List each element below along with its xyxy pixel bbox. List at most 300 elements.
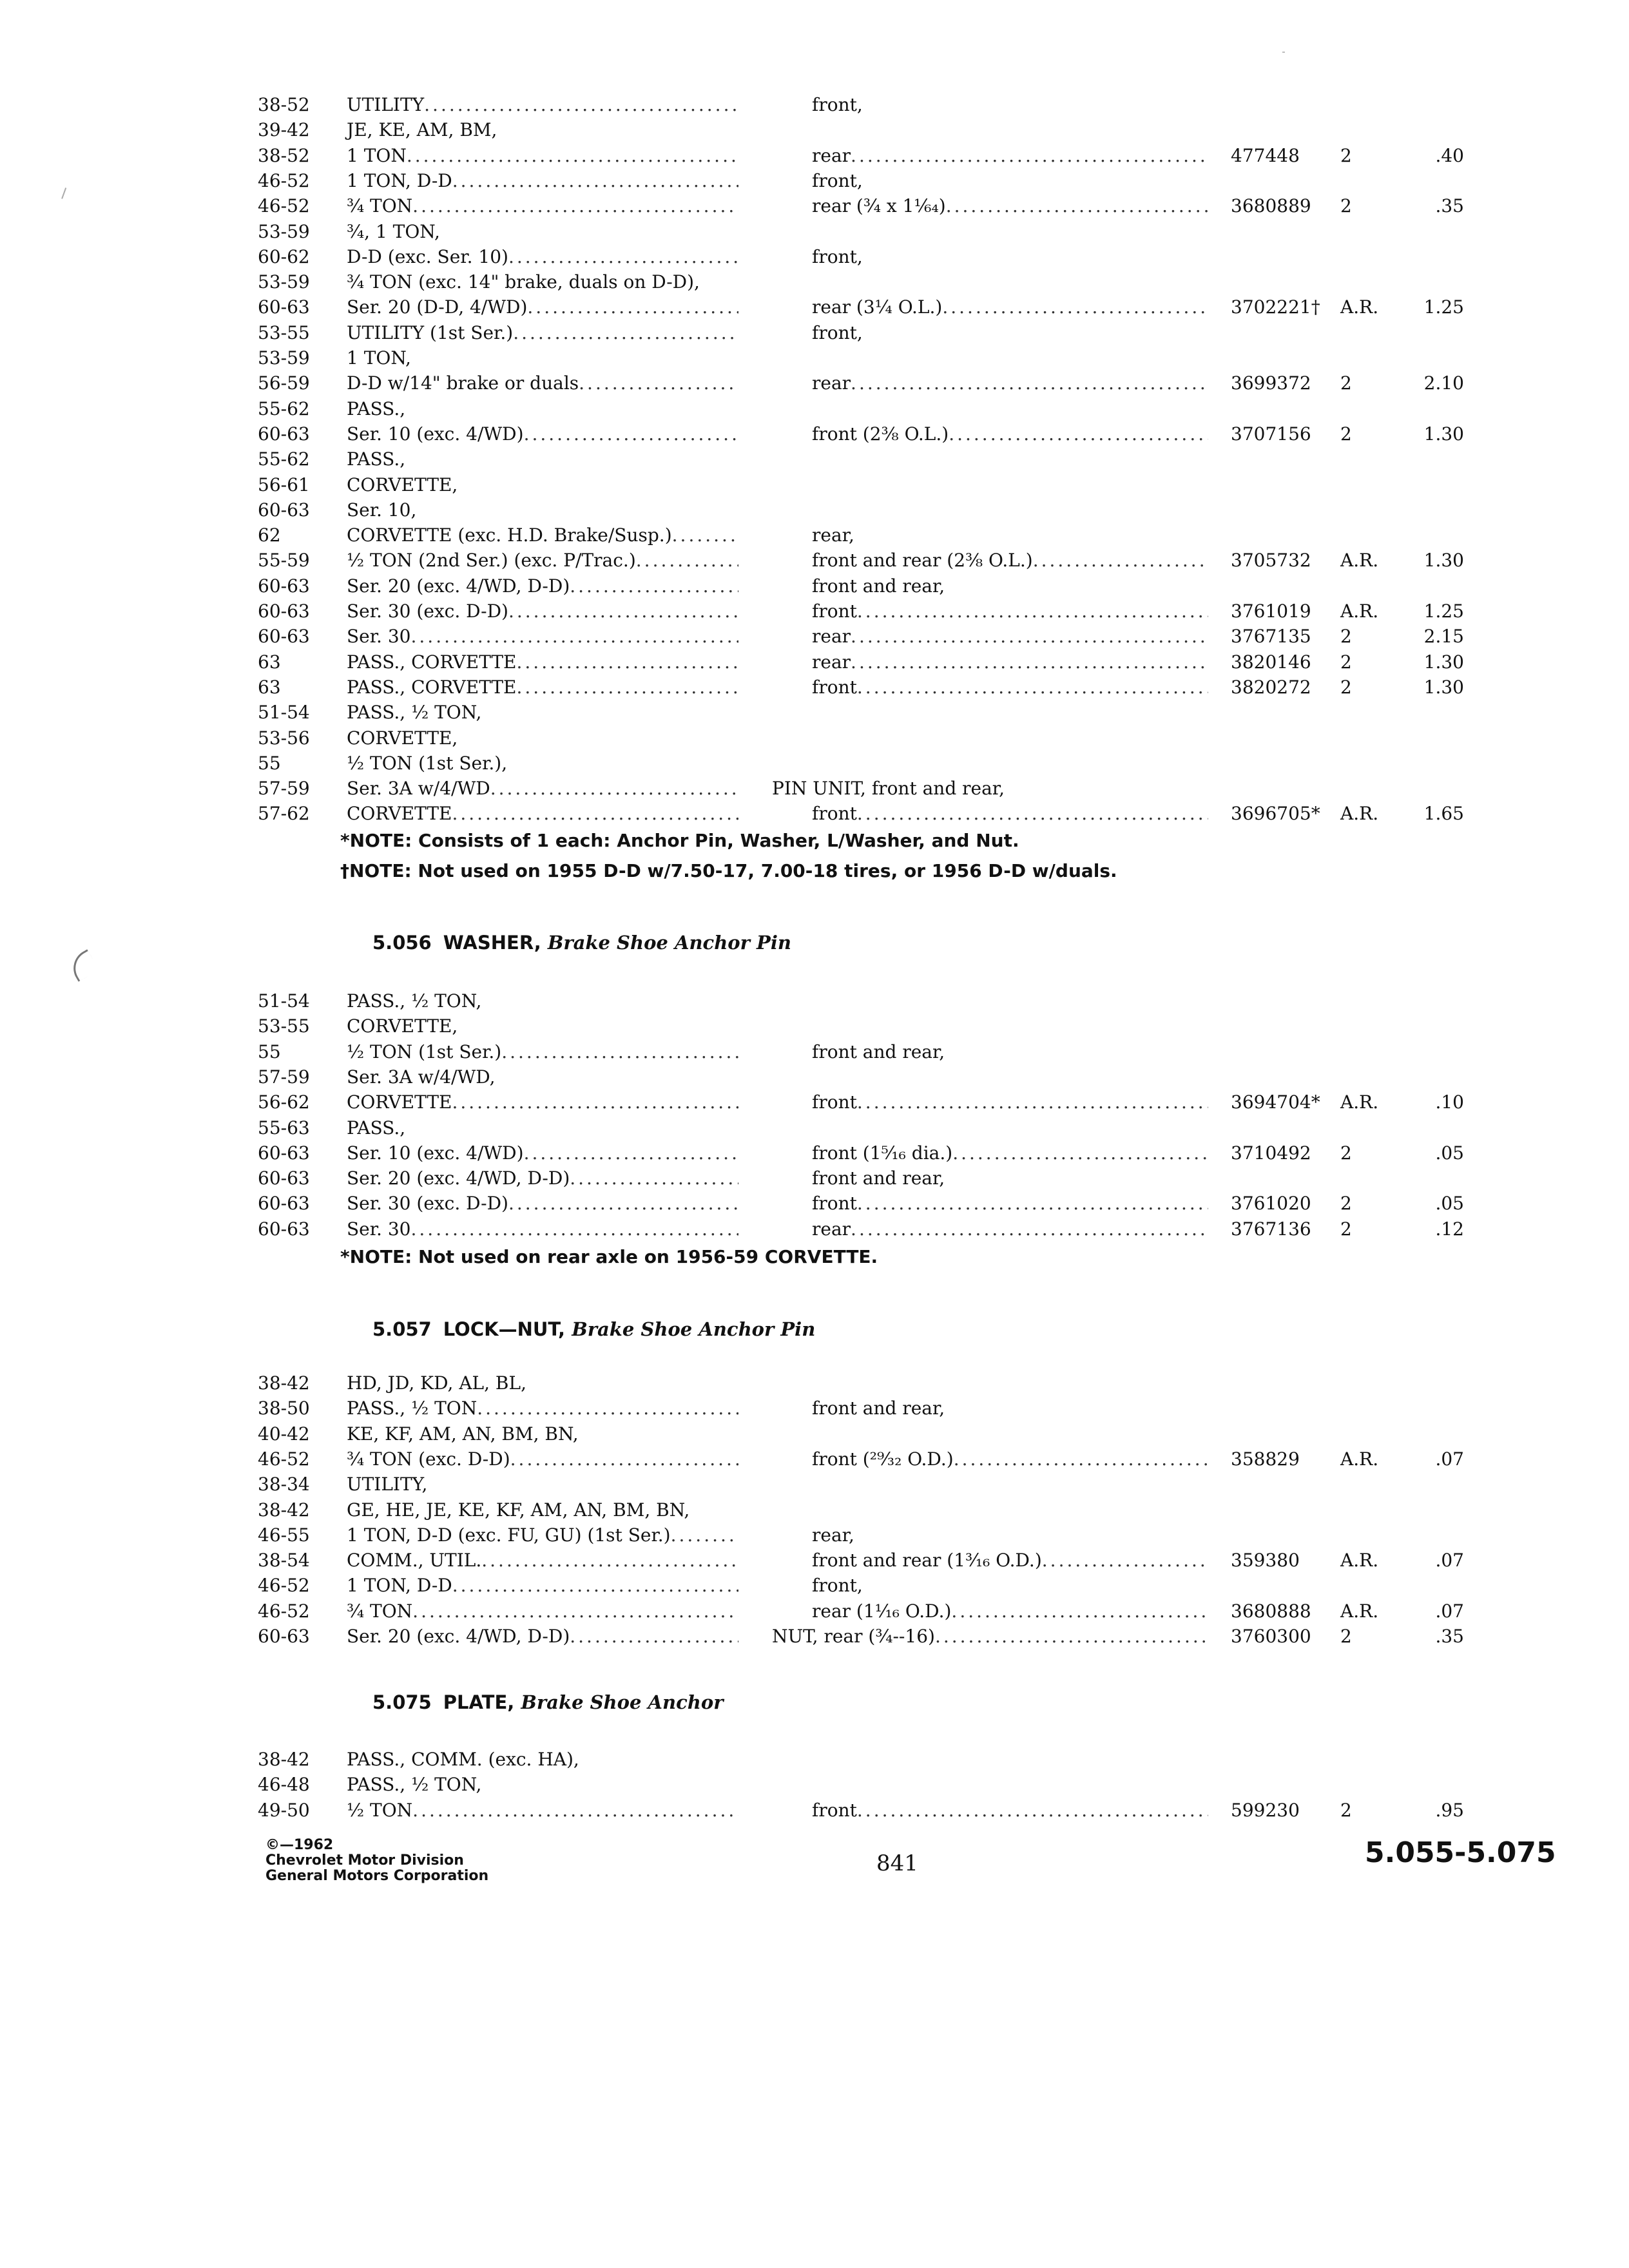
part-number: 3702221† (1231, 296, 1320, 318)
description (812, 624, 1208, 649)
application: PASS., ½ TON, (347, 1774, 482, 1795)
dot-leader (857, 1090, 1208, 1115)
application (347, 92, 738, 117)
dot-leader (857, 1191, 1208, 1216)
price: 1.25 (1423, 601, 1464, 622)
description-leader (812, 1140, 1208, 1166)
model-years: 60-63 (258, 575, 310, 597)
footer-copyright: ©—1962 (265, 1837, 334, 1853)
table-row (0, 1446, 1629, 1472)
description: front, (812, 246, 863, 267)
model-years: 46-52 (258, 1448, 310, 1470)
dot-leader (636, 548, 738, 573)
application (347, 573, 738, 599)
application: KE, KF, AM, AN, BM, BN, (347, 1423, 579, 1445)
description (812, 1090, 1208, 1115)
table-row (0, 1472, 1629, 1497)
price: .12 (1435, 1218, 1464, 1240)
application (347, 1140, 738, 1166)
model-years: 46-52 (258, 1600, 310, 1622)
description-leader (812, 1446, 1208, 1472)
table-row (0, 320, 1629, 345)
dot-leader (570, 573, 738, 599)
description-leader (772, 1624, 1208, 1649)
application-text: ½ TON (1st Ser.) (347, 1041, 502, 1062)
application (347, 1166, 738, 1191)
table-row (0, 548, 1629, 573)
model-years: 53-59 (258, 347, 310, 369)
application-leader (347, 1216, 738, 1242)
description-text: rear (812, 372, 851, 394)
dot-leader (411, 624, 739, 649)
description (812, 421, 1208, 447)
table-row (0, 497, 1629, 523)
section-name: WASHER, (443, 932, 541, 954)
quantity: A.R. (1340, 803, 1379, 824)
section-name: PLATE, (443, 1691, 515, 1713)
quantity: A.R. (1340, 296, 1379, 318)
price: .05 (1435, 1193, 1464, 1214)
quantity: 2 (1340, 677, 1352, 698)
description-text: front and rear (2⅜ O.L.) (812, 550, 1033, 571)
application (347, 1798, 738, 1823)
description-leader (812, 1599, 1208, 1624)
application-text: Ser. 20 (exc. 4/WD, D-D) (347, 1626, 570, 1647)
description: front, (812, 1575, 863, 1596)
footer-publisher (265, 1838, 488, 1884)
description-text: front and rear (1³⁄₁₆ O.D.) (812, 1550, 1042, 1571)
price: 2.15 (1423, 626, 1464, 647)
quantity: 2 (1340, 1142, 1352, 1164)
application-leader (347, 294, 738, 320)
dot-leader (935, 1624, 1208, 1649)
description (812, 1599, 1208, 1624)
table-row (0, 472, 1629, 497)
description-text: rear (812, 145, 851, 166)
description-leader (812, 1090, 1208, 1115)
model-years: 46-52 (258, 1575, 310, 1596)
application-leader (347, 1191, 738, 1216)
application-text: COMM., UTIL. (347, 1550, 482, 1571)
dot-leader (452, 168, 738, 193)
description (812, 1191, 1208, 1216)
description (812, 675, 1208, 700)
dot-leader (949, 421, 1208, 447)
description: rear, (812, 1524, 854, 1546)
dot-leader (508, 244, 738, 269)
quantity: A.R. (1340, 1600, 1379, 1622)
dot-leader (954, 1446, 1208, 1472)
table-row (0, 421, 1629, 447)
part-number: 358829 (1231, 1448, 1300, 1470)
application (347, 1523, 738, 1548)
description-text: front (812, 1193, 857, 1214)
table-row (0, 700, 1629, 725)
part-number: 3696705* (1231, 803, 1320, 824)
application-text: Ser. 20 (D-D, 4/WD) (347, 296, 528, 318)
table-row (0, 294, 1629, 320)
table-row (0, 1166, 1629, 1191)
description: front and rear, (812, 1398, 945, 1419)
quantity: 2 (1340, 423, 1352, 445)
application (347, 675, 738, 700)
price: .07 (1435, 1550, 1464, 1571)
dot-leader (513, 320, 738, 345)
model-years: 57-59 (258, 778, 310, 799)
description-text: front (²⁹⁄₃₂ O.D.) (812, 1448, 954, 1470)
part-number: 359380 (1231, 1550, 1300, 1571)
section-subtitle: Brake Shoe Anchor Pin (547, 932, 791, 954)
model-years: 51-54 (258, 702, 310, 723)
dot-leader (510, 1446, 738, 1472)
table-row (0, 1090, 1629, 1115)
table-row (0, 599, 1629, 624)
application-leader (347, 244, 738, 269)
model-years: 55-62 (258, 448, 310, 470)
table-row (0, 1039, 1629, 1064)
model-years: 55-62 (258, 398, 310, 419)
model-years: 49-50 (258, 1800, 310, 1821)
table-row (0, 1370, 1629, 1396)
application (347, 421, 738, 447)
application (347, 1396, 738, 1421)
table-row (0, 269, 1629, 294)
table-row (0, 143, 1629, 168)
dot-leader (452, 1573, 738, 1598)
table-row (0, 345, 1629, 370)
model-years: 46-55 (258, 1524, 310, 1546)
application (347, 1624, 738, 1649)
application: PASS., (347, 448, 406, 470)
dot-leader (527, 294, 738, 320)
section-name: LOCK—NUT, (443, 1318, 566, 1340)
application: CORVETTE, (347, 727, 458, 749)
application: PASS., (347, 398, 406, 419)
table-row (0, 396, 1629, 421)
model-years: 53-55 (258, 1015, 310, 1037)
part-number: 3761020 (1231, 1193, 1311, 1214)
table-row (0, 1115, 1629, 1140)
table-row (0, 370, 1629, 396)
model-years: 55-63 (258, 1117, 310, 1139)
model-years: 60-63 (258, 1193, 310, 1214)
model-years: 38-42 (258, 1499, 310, 1521)
dot-leader (517, 649, 739, 675)
dot-leader (570, 1624, 738, 1649)
application-leader (347, 776, 738, 801)
dot-leader (412, 193, 738, 218)
application (347, 649, 738, 675)
description-text: front (812, 601, 857, 622)
dot-leader (501, 1039, 738, 1064)
application-text: Ser. 10 (exc. 4/WD) (347, 423, 524, 445)
quantity: 2 (1340, 195, 1352, 216)
application (347, 776, 738, 801)
application (347, 801, 738, 826)
model-years: 53-55 (258, 322, 310, 343)
price: 1.30 (1423, 550, 1464, 571)
application: Ser. 3A w/4/WD, (347, 1066, 496, 1088)
scan-mark (1282, 52, 1285, 53)
dot-leader (452, 1090, 738, 1115)
table-row (0, 776, 1629, 801)
application: CORVETTE, (347, 474, 458, 495)
dot-leader (672, 523, 738, 548)
dot-leader (851, 649, 1208, 675)
application (347, 523, 738, 548)
application (347, 1216, 738, 1242)
application (347, 294, 738, 320)
application-text: D-D w/14" brake or duals (347, 372, 579, 394)
application-leader (347, 1140, 738, 1166)
quantity: 2 (1340, 626, 1352, 647)
price: .10 (1435, 1091, 1464, 1113)
application-text: ¾ TON (exc. D-D) (347, 1448, 510, 1470)
application-leader (347, 193, 738, 218)
dot-leader (412, 1798, 738, 1823)
dot-leader (671, 1523, 738, 1548)
description (812, 801, 1208, 826)
model-years: 38-42 (258, 1372, 310, 1394)
description-leader (812, 143, 1208, 168)
dot-leader (1033, 548, 1208, 573)
description-leader (812, 1798, 1208, 1823)
table-row (0, 168, 1629, 193)
application-text: ¾ TON (347, 195, 413, 216)
table-row (0, 1396, 1629, 1421)
table-row (0, 624, 1629, 649)
section-subtitle: Brake Shoe Anchor (521, 1691, 724, 1713)
footer-corporation: General Motors Corporation (265, 1868, 489, 1884)
application: PASS., COMM. (exc. HA), (347, 1749, 579, 1770)
section-heading (372, 1316, 815, 1342)
table-row (0, 988, 1629, 1014)
model-years: 53-59 (258, 271, 310, 293)
description-leader (812, 548, 1208, 573)
description-leader (812, 193, 1208, 218)
description (812, 193, 1208, 218)
quantity: 2 (1340, 1800, 1352, 1821)
application-leader (347, 1523, 738, 1548)
part-number: 3694704* (1231, 1091, 1320, 1113)
description-leader (812, 1548, 1208, 1573)
price: 1.30 (1423, 651, 1464, 673)
application-leader (347, 1166, 738, 1191)
table-row (0, 1140, 1629, 1166)
dot-leader (477, 1396, 738, 1421)
part-number: 477448 (1231, 145, 1300, 166)
table-row (0, 1772, 1629, 1797)
section-heading (372, 1689, 723, 1715)
part-number: 3820146 (1231, 651, 1311, 673)
model-years: 60-63 (258, 626, 310, 647)
application-leader (347, 624, 738, 649)
application (347, 193, 738, 218)
page-number: 841 (876, 1850, 918, 1876)
quantity: 2 (1340, 1218, 1352, 1240)
application-text: D-D (exc. Ser. 10) (347, 246, 508, 267)
price: .40 (1435, 145, 1464, 166)
dot-leader (851, 1216, 1208, 1242)
footnote: *NOTE: Consists of 1 each: Anchor Pin, Washer, L/Washer, and Nut. (340, 830, 1019, 851)
application: ¾, 1 TON, (347, 221, 440, 242)
table-row (0, 1798, 1629, 1823)
application: GE, HE, JE, KE, KF, AM, AN, BM, BN, (347, 1499, 690, 1521)
application-text: PASS., CORVETTE (347, 677, 517, 698)
description-text: rear (¾ x 1⅟₆₄) (812, 195, 946, 216)
quantity: A.R. (1340, 1550, 1379, 1571)
application-text: Ser. 30 (exc. D-D) (347, 1193, 508, 1214)
dot-leader (857, 1798, 1208, 1823)
model-years: 38-34 (258, 1474, 310, 1495)
dot-leader (946, 193, 1208, 218)
application: 1 TON, (347, 347, 411, 369)
table-row (0, 1064, 1629, 1090)
price: 1.65 (1423, 803, 1464, 824)
model-years: 56-59 (258, 372, 310, 394)
application-leader (347, 1573, 738, 1598)
quantity: A.R. (1340, 550, 1379, 571)
model-years: 60-63 (258, 1218, 310, 1240)
description-leader (812, 599, 1208, 624)
model-years: 46-52 (258, 170, 310, 191)
dot-leader (857, 599, 1208, 624)
part-number: 3707156 (1231, 423, 1311, 445)
table-row (0, 1191, 1629, 1216)
dot-leader (517, 675, 739, 700)
application-text: Ser. 3A w/4/WD (347, 778, 490, 799)
application-leader (347, 421, 738, 447)
application (347, 1191, 738, 1216)
description-text: front (812, 677, 857, 698)
description: front, (812, 322, 863, 343)
model-years: 55-59 (258, 550, 310, 571)
application: CORVETTE, (347, 1015, 458, 1037)
application (347, 1090, 738, 1115)
quantity: 2 (1340, 372, 1352, 394)
application (347, 168, 738, 193)
model-years: 40-42 (258, 1423, 310, 1445)
application (347, 244, 738, 269)
description (812, 1140, 1208, 1166)
description-text: front (2⅜ O.L.) (812, 423, 949, 445)
footnote: †NOTE: Not used on 1955 D-D w/7.50-17, 7.00-18 tires, or 1956 D-D w/duals. (340, 860, 1117, 881)
model-years: 56-61 (258, 474, 310, 495)
part-number: 599230 (1231, 1800, 1300, 1821)
price: 1.25 (1423, 296, 1464, 318)
application-leader (347, 599, 738, 624)
model-years: 46-48 (258, 1774, 310, 1795)
price: 1.30 (1423, 677, 1464, 698)
application-text: Ser. 30 (347, 626, 411, 647)
application (347, 1573, 738, 1598)
dot-leader (851, 624, 1208, 649)
application-leader (347, 1396, 738, 1421)
application-text: 1 TON (347, 145, 407, 166)
table-row (0, 649, 1629, 675)
dot-leader (524, 1140, 738, 1166)
application: ½ TON (1st Ser.), (347, 753, 508, 774)
table-row (0, 573, 1629, 599)
application-text: ½ TON (2nd Ser.) (exc. P/Trac.) (347, 550, 636, 571)
application-text: 1 TON, D-D (347, 170, 452, 191)
quantity: 2 (1340, 1193, 1352, 1214)
dot-leader (579, 370, 738, 396)
model-years: 53-56 (258, 727, 310, 749)
description-text: front (812, 1091, 857, 1113)
description-leader (812, 421, 1208, 447)
application-leader (347, 573, 738, 599)
application-text: Ser. 10 (exc. 4/WD) (347, 1142, 524, 1164)
application (347, 1446, 738, 1472)
quantity: 2 (1340, 1626, 1352, 1647)
quantity: A.R. (1340, 1091, 1379, 1113)
description: front, (812, 170, 863, 191)
application (347, 320, 738, 345)
table-row (0, 92, 1629, 117)
application-leader (347, 370, 738, 396)
application: Ser. 10, (347, 499, 417, 521)
description-leader (812, 294, 1208, 320)
application-leader (347, 548, 738, 573)
application-leader (347, 1090, 738, 1115)
dot-leader (407, 143, 738, 168)
description-text: rear (3¼ O.L.) (812, 296, 943, 318)
part-number: 3760300 (1231, 1626, 1311, 1647)
dot-leader (508, 1191, 738, 1216)
application-leader (347, 675, 738, 700)
application-text: ¾ TON (347, 1600, 413, 1622)
application-leader (347, 1624, 738, 1649)
description: front and rear, (812, 575, 945, 597)
application-leader (347, 1599, 738, 1624)
application-text: CORVETTE (347, 1091, 452, 1113)
application: PASS., ½ TON, (347, 702, 482, 723)
application-text: CORVETTE (exc. H.D. Brake/Susp.) (347, 524, 672, 546)
application: ¾ TON (exc. 14" brake, duals on D-D), (347, 271, 700, 293)
section-range: 5.055-5.075 (1365, 1836, 1556, 1869)
application-text: 1 TON, D-D (347, 1575, 452, 1596)
application: PASS., (347, 1117, 406, 1139)
description (772, 1624, 1208, 1649)
table-row (0, 675, 1629, 700)
price: 1.30 (1423, 423, 1464, 445)
description (812, 1446, 1208, 1472)
description (812, 649, 1208, 675)
model-years: 38-52 (258, 145, 310, 166)
model-years: 63 (258, 651, 281, 673)
quantity: 2 (1340, 651, 1352, 673)
dot-leader (952, 1140, 1208, 1166)
description-leader (812, 801, 1208, 826)
model-years: 62 (258, 524, 281, 546)
description-text: rear (812, 626, 851, 647)
application (347, 624, 738, 649)
application (347, 1599, 738, 1624)
application-leader (347, 1548, 738, 1573)
model-years: 60-63 (258, 1142, 310, 1164)
application: PASS., ½ TON, (347, 990, 482, 1012)
dot-leader (857, 801, 1208, 826)
application: UTILITY, (347, 1474, 428, 1495)
description-text: NUT, rear (¾--16) (772, 1626, 935, 1647)
part-number: 3705732 (1231, 550, 1311, 571)
model-years: 51-54 (258, 990, 310, 1012)
application-leader (347, 523, 738, 548)
model-years: 60-63 (258, 423, 310, 445)
price: .05 (1435, 1142, 1464, 1164)
description (812, 294, 1208, 320)
